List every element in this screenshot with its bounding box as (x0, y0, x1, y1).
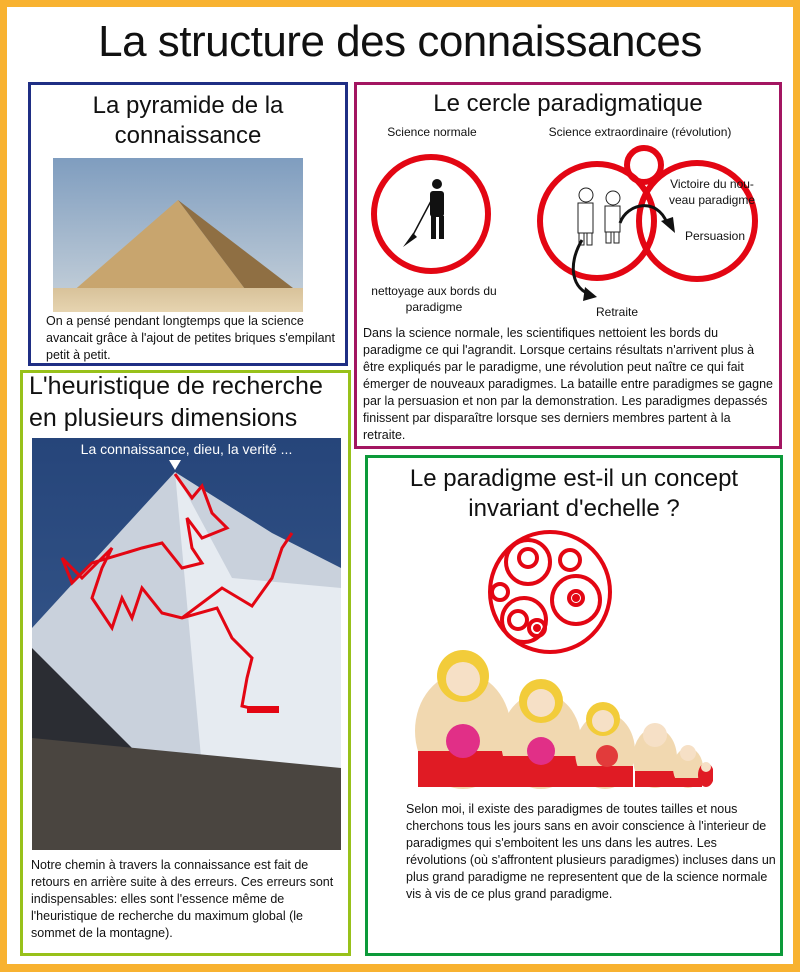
sweeper-silhouette-icon (403, 179, 444, 247)
page-title: La structure des connaissances (98, 17, 702, 66)
heuristique-text: Notre chemin à travers la connaissance est fait de retours en arrière suite à des erreurs. Ces erreurs sont indispensables: elles sont l'essence même de l'heuristique de recherche du maximum global (le sommet de la montagne). (31, 858, 334, 940)
pyramide-title-line1: La pyramide de la (92, 92, 284, 119)
mountain-caption: La connaissance, dieu, la verité ... (80, 441, 293, 457)
nested-circles-diagram (480, 528, 620, 658)
doll-2 (501, 679, 581, 789)
label-nettoyage-line1: nettoyage aux bords du (371, 284, 497, 298)
heuristique-title-line1: L'heuristique de recherche (29, 372, 323, 400)
matryoshka-dolls-photo (403, 641, 713, 791)
doll-3 (575, 702, 635, 789)
doll-4 (633, 723, 677, 788)
label-persuasion: Persuasion (684, 229, 746, 243)
heuristique-panel (20, 370, 351, 956)
doll-5 (673, 745, 703, 788)
pyramide-text: On a pensé pendant longtemps que la science avancait grâce à l'ajout de petites briques s'empilant petit à petit. (46, 314, 335, 362)
label-science-normale: Science normale (387, 125, 477, 139)
scientists-icon (578, 188, 620, 245)
mountain-k2-photo (32, 438, 341, 850)
pyramide-title-line2: connaissance (114, 122, 262, 149)
heuristique-title-line2: en plusieurs dimensions (29, 404, 298, 432)
label-victoire-line1: Victoire du nou- (670, 177, 754, 191)
label-science-extraordinaire: Science extraordinaire (révolution) (548, 125, 732, 139)
invariant-title-line2: invariant d'echelle ? (468, 495, 680, 522)
label-retraite: Retraite (595, 305, 639, 319)
label-nettoyage-line2: paradigme (405, 300, 463, 314)
cercle-panel (354, 82, 782, 449)
doll-1 (415, 650, 511, 789)
invariant-panel (365, 455, 783, 956)
pyramide-panel (28, 82, 348, 366)
invariant-text: Selon moi, il existe des paradigmes de toutes tailles et nous cherchons tous les jours sans en avoir conscience à l'interieur de paradigmes qui s'emboitent les uns dans les autres. Les révolutions (où s'affrontent plusieurs paradigmes) incluses dans un plus grand paradigme ne representent que de la science normale vis à vis de ce plus grand paradigme. (406, 802, 776, 901)
invariant-title-line1: Le paradigme est-il un concept (409, 465, 739, 492)
cercle-title: Le cercle paradigmatique (433, 90, 703, 117)
pyramid-photo (53, 158, 303, 312)
cercle-text: Dans la science normale, les scientifiques nettoient les bords du paradigme ce qui l'agrandit. Lorsque certains résultats n'arrivent plus à être expliqués par le paradigme, une révolution peut naître ce qui fait émerger de nouveaux paradigmes. La bataille entre paradigmes se gagne par la persuasion et non par la demonstration. Les paradigmes depassés finissent par disparaître lorsque ses derniers membres partent à la retraite. (363, 326, 773, 442)
label-victoire-line2: veau paradigme (668, 193, 756, 207)
